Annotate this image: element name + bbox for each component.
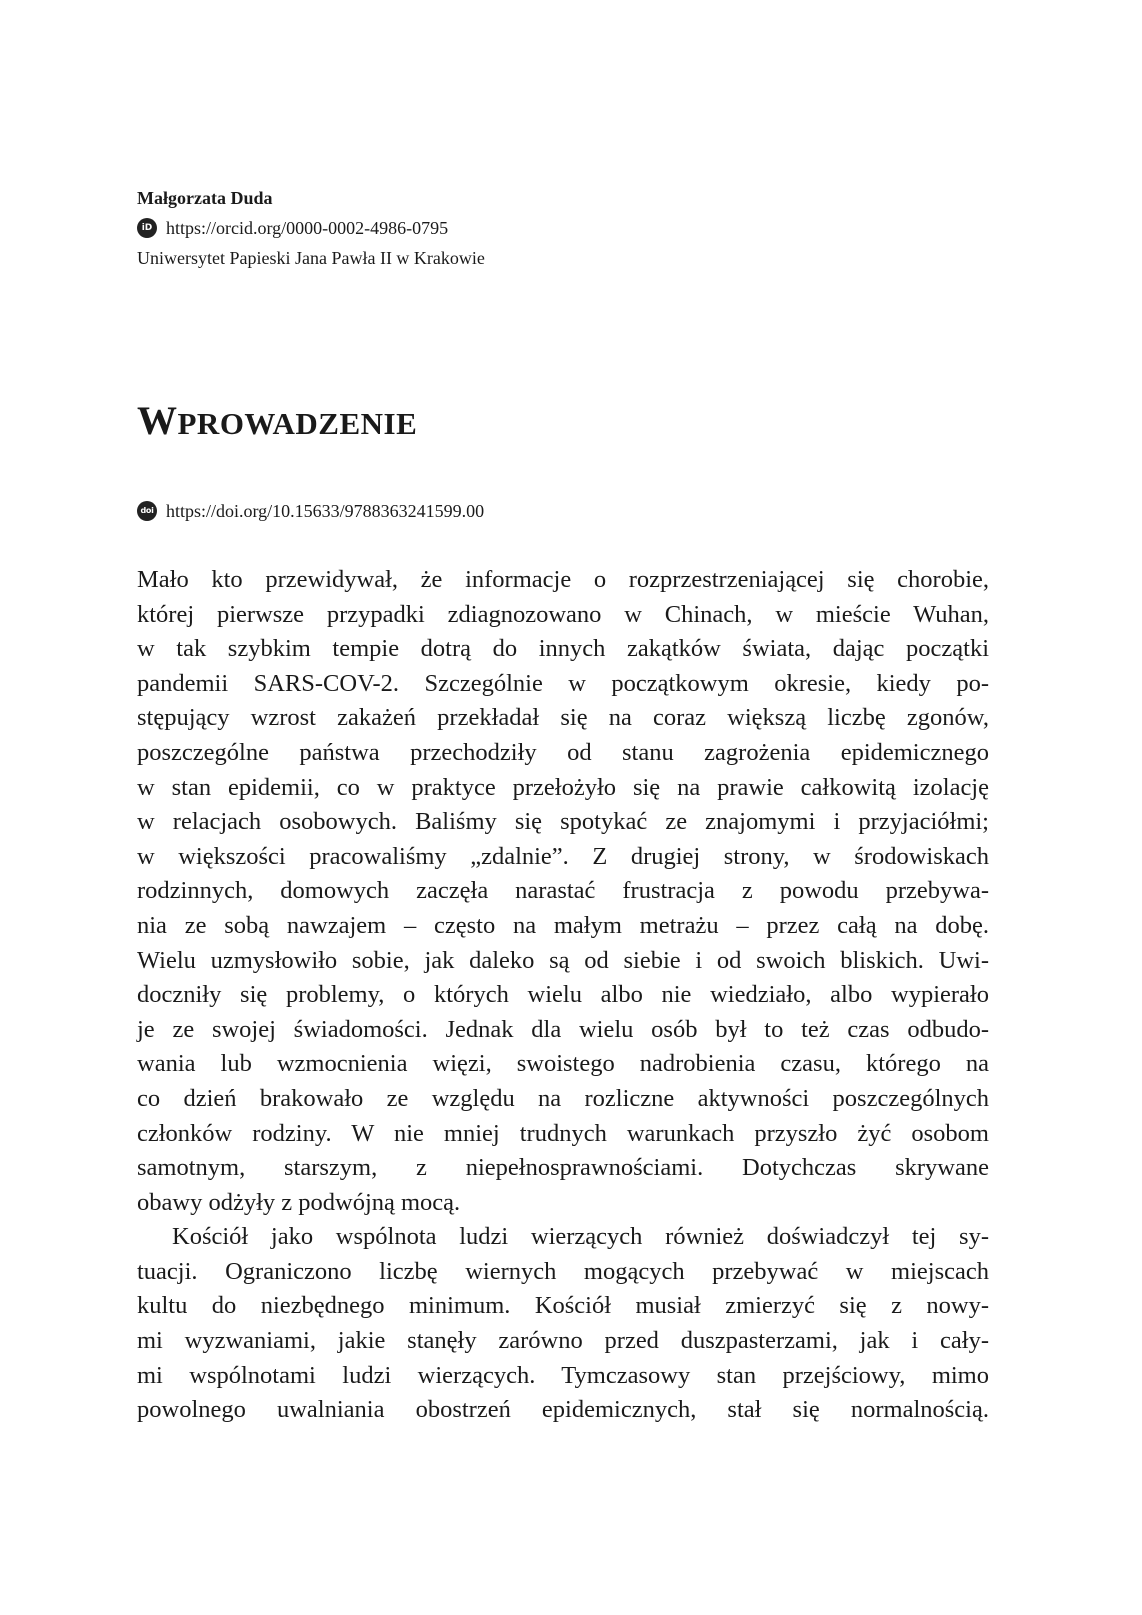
doi-link[interactable]: https://doi.org/10.15633/9788363241599.00 [166,501,485,521]
text-line: samotnym, starszym, z niepełnosprawnościami. Dotychczas skrywane [137,1154,989,1182]
affiliation: Uniwersytet Papieski Jana Pawła II w Krakowie [137,248,485,268]
text-line: kultu do niezbędnego minimum. Kościół musiał zmierzyć się z nowy- [137,1292,989,1320]
orcid-link[interactable]: https://orcid.org/0000-0002-4986-0795 [166,218,449,238]
text-line: w relacjach osobowych. Baliśmy się spotykać ze znajomymi i przyjaciółmi; [137,808,989,836]
section-title [137,393,417,449]
text-line: Kościół jako wspólnota ludzi wierzących również doświadczył tej sy- [172,1223,989,1251]
author-block [137,183,837,273]
orcid-line [137,213,837,243]
text-line: której pierwsze przypadki zdiagnozowano w Chinach, w mieście Wuhan, [137,600,989,628]
text-line: powolnego uwalniania obostrzeń epidemicznych, stał się normalnością. [137,1396,989,1424]
text-line: stępujący wzrost zakażeń przekładał się na coraz większą liczbę zgonów, [137,704,989,732]
doi-line [137,496,837,526]
text-line: doczniły się problemy, o których wielu albo nie wiedziało, albo wypierało [137,981,989,1009]
section-title-rest: PROWADZENIE [177,406,418,441]
text-line: pandemii SARS-COV-2. Szczególnie w początkowym okresie, kiedy po- [137,669,989,697]
author-name: Małgorzata Duda [137,188,273,208]
section-title-initial: W [137,398,178,443]
text-line: tuacji. Ograniczono liczbę wiernych mogących przebywać w miejscach [137,1257,989,1285]
text-line: poszczególne państwa przechodziły od stanu zagrożenia epidemicznego [137,738,989,766]
body-text [137,563,989,1428]
text-line: obawy odżyły z podwójną mocą. [137,1188,461,1216]
text-line: mi wspólnotami ludzi wierzących. Tymczasowy stan przejściowy, mimo [137,1361,989,1389]
text-line: co dzień brakowało ze względu na rozliczne aktywności poszczególnych [137,1084,989,1112]
orcid-icon: iD [137,218,157,238]
text-line: w stan epidemii, co w praktyce przełożyło się na prawie całkowitą izolację [137,773,989,801]
text-line: w większości pracowaliśmy „zdalnie”. Z drugiej strony, w środowiskach [137,842,989,870]
text-line: rodzinnych, domowych zaczęła narastać frustracja z powodu przebywa- [137,877,989,905]
paragraph-2 [137,1220,989,1428]
text-line: nia ze sobą nawzajem – często na małym metrażu – przez całą na dobę. [137,911,989,939]
text-line: wania lub wzmocnienia więzi, swoistego nadrobienia czasu, którego na [137,1050,989,1078]
paragraph-1 [137,563,989,1220]
text-line: Wielu uzmysłowiło sobie, jak daleko są od siebie i od swoich bliskich. Uwi- [137,946,989,974]
text-line: Mało kto przewidywał, że informacje o rozprzestrzeniającej się chorobie, [137,566,989,593]
text-line: mi wyzwaniami, jakie stanęły zarówno przed duszpasterzami, jak i cały- [137,1327,989,1355]
text-line: w tak szybkim tempie dotrą do innych zakątków świata, dając początki [137,635,989,663]
doi-icon: doi [137,501,157,521]
text-line: je ze swojej świadomości. Jednak dla wielu osób był to też czas odbudo- [137,1015,989,1043]
text-line: członków rodziny. W nie mniej trudnych warunkach przyszło żyć osobom [137,1119,989,1147]
